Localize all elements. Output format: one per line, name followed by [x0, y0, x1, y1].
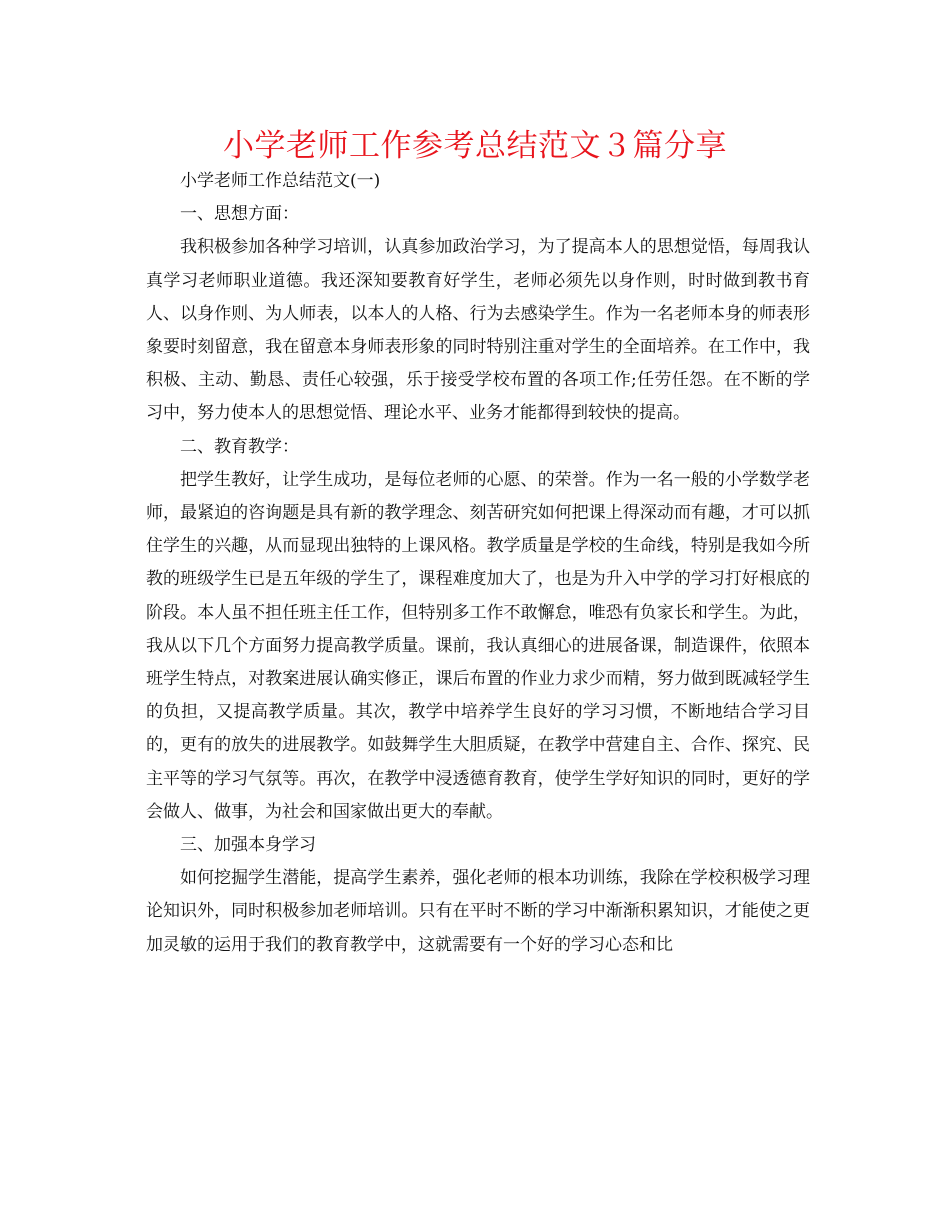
paragraph-thought: 我积极参加各种学习培训，认真参加政治学习，为了提高本人的思想觉悟，每周我认真学习老师职业道德。我还深知要教育好学生，老师必须先以身作则，时时做到教书育人、以身作则、为人师表，以本人的人格、行为去感染学生。作为一名老师本身的师表形象要时刻留意，我在留意本身师表形象的同时特别注重对学生的全面培养。在工作中，我积极、主动、勤恳、责任心较强，乐于接受学校布置的各项工作;任劳任怨。在不断的学习中，努力使本人的思想觉悟、理论水平、业务才能都得到较快的提高。 [146, 237, 810, 424]
section-heading-article: 小学老师工作总结范文(一) [180, 171, 381, 191]
section-heading-thought: 一、思想方面： [180, 204, 299, 225]
document-title: 小学老师工作参考总结范文３篇分享 [223, 128, 727, 164]
document-body [146, 165, 810, 962]
paragraph-study: 如何挖掘学生潜能，提高学生素养，强化老师的根本功训练，我除在学校积极学习理论知识外，同时积极参加老师培训。只有在平时不断的学习中渐渐积累知识，才能使之更加灵敏的运用于我们的教育教学中，这就需要有一个好的学习心态和比 [146, 868, 810, 955]
section-heading-teaching: 二、教育教学： [180, 436, 299, 457]
paragraph-teaching: 把学生教好，让学生成功，是每位老师的心愿、的荣誉。作为一名一般的小学数学老师，最紧迫的咨询题是具有新的教学理念、刻苦研究如何把课上得深动而有趣，才可以抓住学生的兴趣，从而显现出独特的上课风格。教学质量是学校的生命线，特别是我如今所教的班级学生已是五年级的学生了，课程难度加大了，也是为升入中学的学习打好根底的阶段。本人虽不担任班主任工作，但特别多工作不敢懈怠，唯恐有负家长和学生。为此，我从以下几个方面努力提高教学质量。课前，我认真细心的进展备课，制造课件，依照本班学生特点，对教案进展认确实修正，课后布置的作业力求少而精，努力做到既减轻学生的负担，又提高教学质量。其次，教学中培养学生良好的学习习惯，不断地结合学习目的，更有的放失的进展教学。如鼓舞学生大胆质疑，在教学中营建自主、合作、探究、民主平等的学习气氛等。再次，在教学中浸透德育教育，使学生学好知识的同时，更好的学会做人、做事，为社会和国家做出更大的奉献。 [146, 469, 810, 822]
section-heading-study: 三、加强本身学习 [180, 835, 316, 856]
